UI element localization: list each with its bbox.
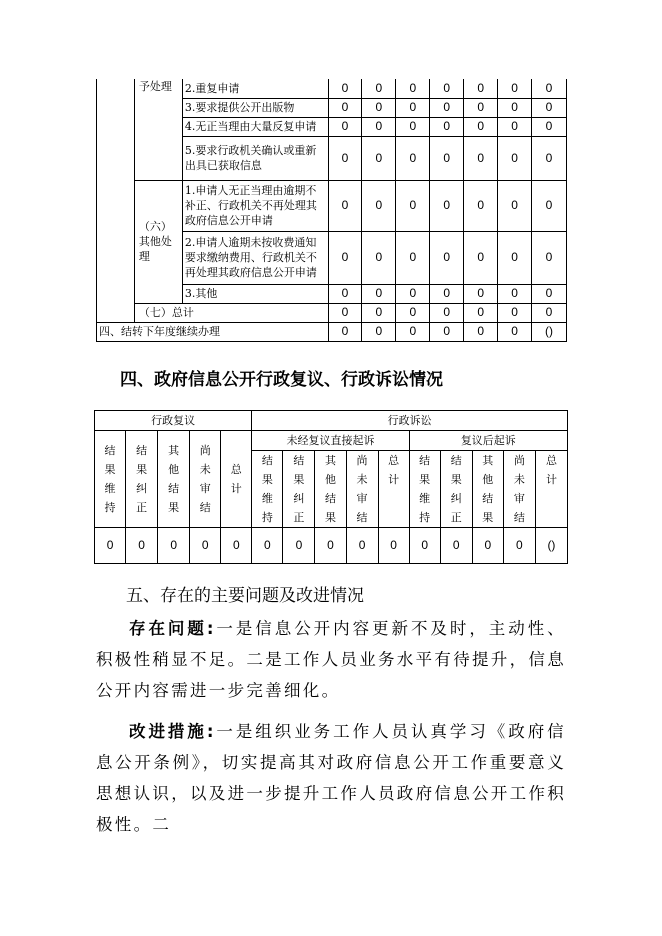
header-char: 审 <box>513 492 525 505</box>
column-header <box>409 451 440 528</box>
header-char: 结 <box>482 492 494 505</box>
header-char: 纠 <box>293 492 305 505</box>
section5-title: 五、存在的主要问题及改进情况 <box>126 586 364 606</box>
value-cell: 0 <box>430 98 464 117</box>
value-cell: 0 <box>95 528 126 564</box>
header-char: 果 <box>168 501 180 514</box>
value-cell: 0 <box>362 284 396 303</box>
value-cell: 0 <box>430 231 464 284</box>
table-row <box>97 180 567 231</box>
value-cell: 0 <box>346 528 378 564</box>
value-cell: 0 <box>464 180 498 231</box>
value-cell: 0 <box>328 117 362 136</box>
value-cell: 0 <box>328 303 362 322</box>
group5-label: 予处理 <box>134 79 182 180</box>
section4-title: 四、政府信息公开行政复议、行政诉讼情况 <box>120 370 443 390</box>
value-cell: 0 <box>503 528 535 564</box>
item-label: 3.要求提供公开出版物 <box>182 98 328 117</box>
column-header <box>95 431 126 528</box>
header-char: 果 <box>450 473 462 486</box>
value-cell: 0 <box>532 303 567 322</box>
value-cell: 0 <box>464 231 498 284</box>
value-cell: 0 <box>362 180 396 231</box>
header-char: 果 <box>293 473 305 486</box>
value-cell: 0 <box>221 528 252 564</box>
value-cell: 0 <box>362 322 396 341</box>
value-cell: 0 <box>396 231 430 284</box>
value-cell: 0 <box>158 528 190 564</box>
header-char: 结 <box>324 492 336 505</box>
value-cell: 0 <box>430 79 464 98</box>
value-cell: 0 <box>472 528 503 564</box>
value-cell: 0 <box>430 322 464 341</box>
header-char: 结 <box>356 511 368 524</box>
item-label: 2.申请人逾期未按收费通知要求缴纳费用、行政机关不再处理其政府信息公开申请 <box>182 231 328 284</box>
header-char: 结 <box>261 454 273 467</box>
header-char: 尚 <box>199 444 211 457</box>
value-cell: 0 <box>328 322 362 341</box>
admin-litigation-header: 行政诉讼 <box>252 411 568 431</box>
header-char: 正 <box>450 511 462 524</box>
value-cell: 0 <box>396 322 430 341</box>
header-char: 计 <box>388 473 400 486</box>
item-label: 2.重复申请 <box>182 79 328 98</box>
header-char: 其 <box>168 444 180 457</box>
column-header <box>190 431 221 528</box>
value-cell: 0 <box>328 98 362 117</box>
header-char: 总 <box>388 454 400 467</box>
header-char: 其 <box>324 454 336 467</box>
header-char: 审 <box>356 492 368 505</box>
header-char: 果 <box>482 511 494 524</box>
table-row <box>97 79 567 98</box>
header-char: 他 <box>482 473 494 486</box>
value-cell: 0 <box>396 79 430 98</box>
header-char: 他 <box>324 473 336 486</box>
value-cell: 0 <box>396 117 430 136</box>
value-cell: 0 <box>498 79 532 98</box>
column-header <box>472 451 503 528</box>
value-cell: 0 <box>498 136 532 180</box>
header-char: 结 <box>168 482 180 495</box>
header-char: 果 <box>104 463 116 476</box>
header-char: 正 <box>293 511 305 524</box>
item-label: 1.申请人无正当理由逾期不补正、行政机关不再处理其政府信息公开申请 <box>182 180 328 231</box>
value-cell: 0 <box>464 136 498 180</box>
value-cell: 0 <box>328 284 362 303</box>
value-cell: 0 <box>498 322 532 341</box>
header-char: 总 <box>545 454 557 467</box>
carryover-label: 四、结转下年度继续办理 <box>97 322 329 341</box>
value-cell: 0 <box>532 117 567 136</box>
header-char: 审 <box>199 482 211 495</box>
value-cell: 0 <box>532 231 567 284</box>
post-review-suit-header: 复议后起诉 <box>409 431 567 451</box>
header-char: 未 <box>513 473 525 486</box>
header-char: 维 <box>104 482 116 495</box>
problems-label: 存在问题: <box>129 619 216 638</box>
value-cell: 0 <box>430 284 464 303</box>
header-char: 未 <box>356 473 368 486</box>
header-char: 结 <box>199 501 211 514</box>
header-char: 纠 <box>450 492 462 505</box>
column-header <box>503 451 535 528</box>
header-char: 结 <box>104 444 116 457</box>
header-char: 果 <box>261 473 273 486</box>
value-cell: 0 <box>396 180 430 231</box>
value-cell: 0 <box>315 528 346 564</box>
column-header <box>535 451 567 528</box>
value-cell: 0 <box>396 284 430 303</box>
header-char: 尚 <box>513 454 525 467</box>
value-cell: 0 <box>396 98 430 117</box>
header-row <box>95 411 568 431</box>
column-header <box>378 451 409 528</box>
total-row <box>97 303 567 322</box>
value-cell: 0 <box>126 528 158 564</box>
value-cell: 0 <box>532 136 567 180</box>
column-header <box>252 451 283 528</box>
measures-label: 改进措施: <box>129 722 216 741</box>
header-char: 结 <box>419 454 431 467</box>
direct-suit-header: 未经复议直接起诉 <box>252 431 409 451</box>
item-label: 3.其他 <box>182 284 328 303</box>
column-header <box>315 451 346 528</box>
group6-label: （六）其他处理 <box>134 180 182 303</box>
header-char: 结 <box>293 454 305 467</box>
value-cell: 0 <box>378 528 409 564</box>
value-cell: 0 <box>252 528 283 564</box>
value-cell: 0 <box>498 284 532 303</box>
header-char: 维 <box>419 492 431 505</box>
value-cell: 0 <box>464 303 498 322</box>
header-char: 持 <box>419 511 431 524</box>
header-char: 结 <box>450 454 462 467</box>
value-cell: 0 <box>190 528 221 564</box>
value-cell: 0 <box>362 231 396 284</box>
value-cell: () <box>535 528 567 564</box>
item-label: 5.要求行政机关确认或重新出具已获取信息 <box>182 136 328 180</box>
admin-review-header: 行政复议 <box>95 411 252 431</box>
header-char: 持 <box>104 501 116 514</box>
disposal-table <box>96 79 567 342</box>
header-char: 果 <box>324 511 336 524</box>
header-char: 维 <box>261 492 273 505</box>
carryover-row <box>97 322 567 341</box>
header-char: 未 <box>199 463 211 476</box>
value-cell: 0 <box>328 180 362 231</box>
section-column <box>97 79 135 322</box>
value-cell: 0 <box>362 136 396 180</box>
value-cell: 0 <box>532 180 567 231</box>
value-cell: 0 <box>532 98 567 117</box>
column-header <box>283 451 315 528</box>
value-cell: 0 <box>362 79 396 98</box>
total-label: （七）总计 <box>134 303 328 322</box>
header-row <box>95 431 568 451</box>
value-cell: 0 <box>498 98 532 117</box>
value-cell: 0 <box>440 528 472 564</box>
header-char: 他 <box>168 463 180 476</box>
value-cell: 0 <box>430 303 464 322</box>
header-char: 总 <box>230 463 242 476</box>
header-char: 结 <box>513 511 525 524</box>
measures-text: 一是组织业务工作人员认真学习《政府信息公开条例》，切实提高其对政府信息公开工作重要意义思想认识，以及进一步提升工作人员政府信息公开工作积极性。二 <box>96 722 566 834</box>
item-label: 4.无正当理由大量反复申请 <box>182 117 328 136</box>
header-char: 其 <box>482 454 494 467</box>
value-cell: () <box>532 322 567 341</box>
value-cell: 0 <box>396 136 430 180</box>
value-cell: 0 <box>328 231 362 284</box>
value-cell: 0 <box>498 231 532 284</box>
value-cell: 0 <box>464 98 498 117</box>
header-char: 计 <box>230 482 242 495</box>
value-cell: 0 <box>498 117 532 136</box>
column-header <box>440 451 472 528</box>
value-cell: 0 <box>362 303 396 322</box>
header-char: 果 <box>419 473 431 486</box>
problems-text: 一是信息公开内容更新不及时，主动性、积极性稍显不足。二是工作人员业务水平有待提升，信息公开内容需进一步完善细化。 <box>96 619 566 700</box>
column-header <box>158 431 190 528</box>
header-char: 尚 <box>356 454 368 467</box>
value-cell: 0 <box>498 303 532 322</box>
measures-paragraph <box>96 716 566 840</box>
header-char: 持 <box>261 511 273 524</box>
value-cell: 0 <box>328 136 362 180</box>
value-cell: 0 <box>532 79 567 98</box>
value-cell: 0 <box>396 303 430 322</box>
value-cell: 0 <box>430 117 464 136</box>
problems-paragraph <box>96 613 566 706</box>
value-cell: 0 <box>328 79 362 98</box>
value-cell: 0 <box>464 117 498 136</box>
value-cell: 0 <box>430 180 464 231</box>
review-litigation-table <box>94 410 568 564</box>
value-cell: 0 <box>464 322 498 341</box>
value-cell: 0 <box>532 284 567 303</box>
value-cell: 0 <box>362 117 396 136</box>
column-header <box>346 451 378 528</box>
header-char: 正 <box>136 501 148 514</box>
value-cell: 0 <box>498 180 532 231</box>
header-char: 结 <box>136 444 148 457</box>
header-char: 纠 <box>136 482 148 495</box>
value-cell: 0 <box>464 79 498 98</box>
value-cell: 0 <box>464 284 498 303</box>
value-cell: 0 <box>362 98 396 117</box>
header-char: 计 <box>545 473 557 486</box>
table-row <box>95 528 568 564</box>
header-char: 果 <box>136 463 148 476</box>
value-cell: 0 <box>430 136 464 180</box>
value-cell: 0 <box>409 528 440 564</box>
value-cell: 0 <box>283 528 315 564</box>
column-header <box>126 431 158 528</box>
column-header <box>221 431 252 528</box>
